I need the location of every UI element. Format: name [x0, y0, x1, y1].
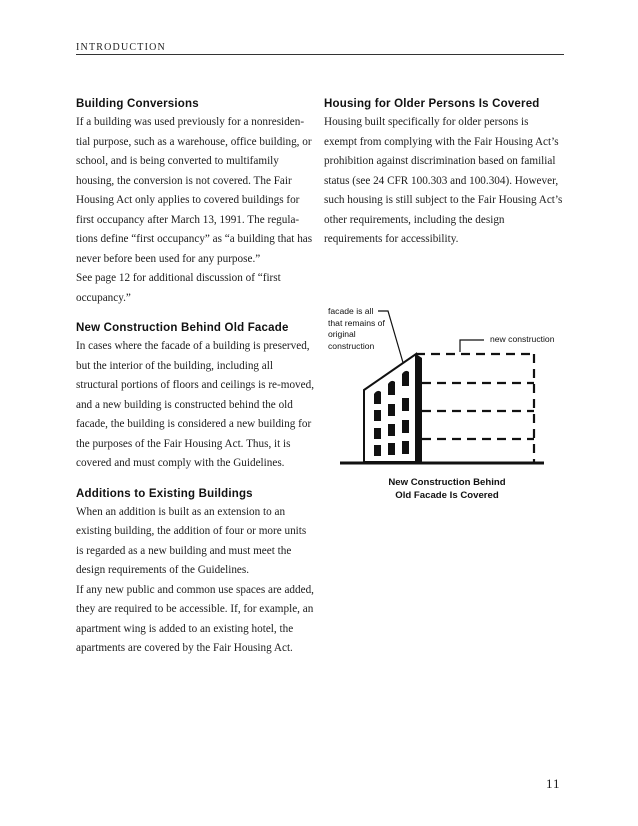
section-building-conversions: [76, 98, 316, 308]
facade-edge: [416, 354, 422, 462]
heading-building-conversions: Building Conversions: [76, 98, 199, 110]
heading-additions: Additions to Existing Buildings: [76, 487, 253, 500]
right-column: [324, 98, 564, 264]
new-construction-callout-line: [460, 340, 484, 352]
diagram-caption: [362, 476, 532, 502]
page-number: 11: [546, 776, 561, 791]
facade-diagram: [322, 300, 572, 510]
caption-line-2: Old Facade Is Covered: [395, 490, 499, 501]
additions-paragraph-2: If any new public and common use spaces are added, they are required to be accessible. If, for example, an apartment wing is added to an existing hotel, the apartments are covered by the Fair Housing Act.: [76, 583, 314, 654]
new-construction-paragraph: In cases where the facade of a building is preserved, but the interior of the building, including all structural portions of floors and ceilings is re-moved, and a new building is constructed behind the old facade, the building is considered a new building for the purposes of the Fair Housing Act. Thus, it is covered and must comply with the Guidelines.: [76, 340, 314, 469]
section-new-construction: [76, 322, 316, 474]
label-new-construction: new construction: [490, 334, 555, 344]
additions-paragraph: When an addition is built as an extension to an existing building, the addition of four or more units is regarded as a new building and must meet the design requirements of the Guidelines.: [76, 505, 307, 576]
label-facade: facade is all that remains of original construction: [328, 306, 385, 351]
heading-new-construction: New Construction Behind Old Facade: [76, 322, 289, 334]
header-rule: [76, 54, 564, 55]
building-conversions-see-also: See page 12 for additional discussion of “first occupancy.”: [76, 272, 281, 304]
building-conversions-paragraph: If a building was used previously for a nonresiden-tial purpose, such as a warehouse, office building, or school, and is being converted to multifamily housing, the conversion is not covered. The Fair Housing Act only applies to covered buildings for first occupancy after March 13, 1991. The regula-tions define “first occupancy” as “a building that has never before been used for any purpose.”: [76, 116, 313, 265]
caption-line-1: New Construction Behind: [388, 477, 506, 488]
new-construction-outline: [416, 354, 534, 462]
left-column: [76, 98, 316, 673]
section-additions: [76, 488, 316, 659]
section-header: INTRODUCTION: [76, 42, 166, 53]
section-older-persons: [324, 98, 564, 250]
older-persons-paragraph: Housing built specifically for older persons is exempt from complying with the Fair Housing Act’s prohibition against discrimination based on familial status (see 24 CFR 100.303 and 100.304). However, such housing is still subject to the Fair Housing Act’s other requirements, including the design requirements for accessibility.: [324, 116, 563, 245]
heading-older-persons: Housing for Older Persons Is Covered: [324, 98, 540, 110]
